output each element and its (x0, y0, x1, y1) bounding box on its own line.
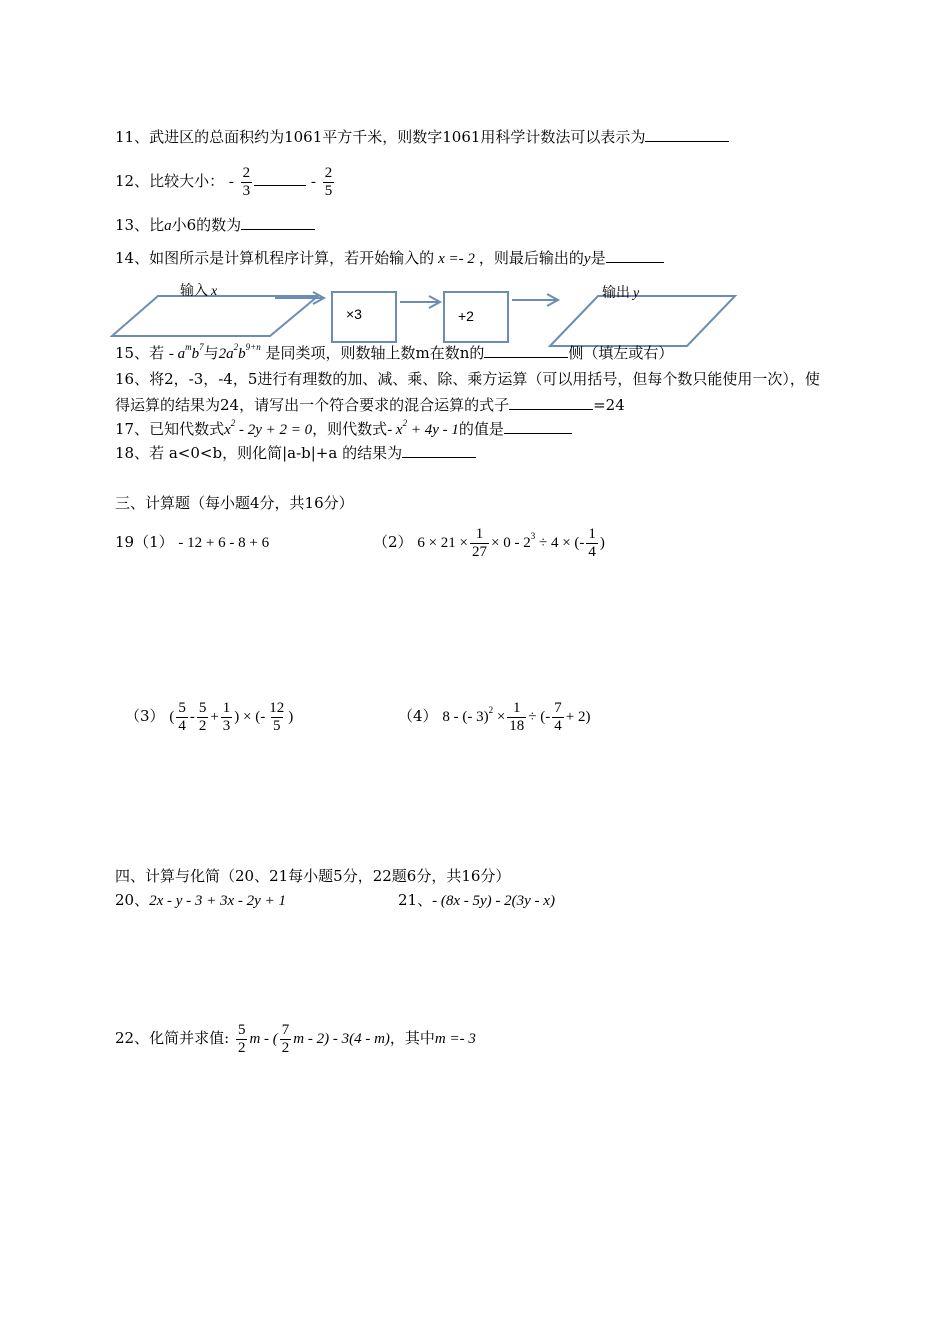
flowchart (110, 280, 750, 350)
output-label: 输出 y (602, 285, 640, 301)
question-19-part-3: （3） ( $\frac{5}{4}$ - $\frac{5}{2}$ + $\frac{1}{3}$ ) × (- $\frac{12}{5}$ ) (125, 699, 294, 734)
question-22: 22、化简并求值: $\frac{5}{2}$ m - ( $\frac{7}{2}$ m - 2) - 3(4 - m)，其中m =- 3 (115, 1021, 476, 1056)
input-label: 输入 x (180, 283, 218, 299)
fraction: $\frac{2}{5}$ (324, 164, 333, 199)
answer-blank[interactable] (504, 419, 572, 434)
step-1-label: ×3 (346, 306, 362, 322)
answer-blank[interactable] (402, 443, 476, 458)
question-21: 21、- (8x - 5y) - 2(3y - x) (398, 891, 555, 909)
answer-blank[interactable] (645, 127, 729, 142)
question-12 (115, 160, 336, 203)
question-12-text: 12、比较大小： (115, 172, 225, 190)
fraction: $\frac{2}{3}$ (242, 164, 251, 199)
answer-blank[interactable] (606, 248, 664, 263)
input-parallelogram (112, 296, 318, 336)
variable: y (583, 251, 591, 267)
condition-expression: m =- 3 (434, 1031, 476, 1047)
step-2-label: +2 (458, 308, 474, 324)
math-expression: $x^2 - 2y + 2 = 0$ (224, 418, 313, 438)
math-expression: x =- 2 (438, 251, 475, 267)
minus-sign: - (228, 174, 234, 190)
answer-blank[interactable] (484, 343, 568, 358)
variable: a (164, 218, 172, 234)
output-parallelogram (550, 296, 735, 346)
question-14: 14、如图所示是计算机程序计算，若开始输入的 x =- 2 ，则最后输出的y是 (115, 248, 664, 269)
math-term: $2a^2b^{9+n}$ (218, 342, 261, 362)
multiply-box (332, 292, 396, 342)
minus-sign: - (310, 174, 316, 190)
answer-blank[interactable] (509, 395, 593, 410)
math-expression: - (8x - 5y) - 2(3y - x) (432, 893, 555, 909)
section-3-title: 三、计算题（每小题4分，共16分） (115, 494, 354, 512)
question-19-part-2: （2） 6 × 21 × $\frac{1}{27}$ × $0 - 2^3 \div 4$ × (- $\frac{1}{4}$ ) (373, 525, 605, 560)
question-11 (115, 127, 729, 147)
question-11-text: 11、武进区的总面积约为1061平方千米，则数字1061用科学计数法可以表示为 (115, 128, 646, 146)
question-16-line-2: 得运算的结果为24，请写出一个符合要求的混合运算的式子 =24 (115, 396, 625, 414)
add-box (444, 292, 508, 342)
question-20: 20、2x - y - 3 + 3x - 2y + 1 (115, 891, 286, 909)
answer-blank[interactable] (254, 171, 306, 186)
math-term: - $a^mb^7$ (168, 342, 204, 362)
question-15: 15、若 - $a^mb^7$与$2a^2b^{9+n}$ 是同类项，则数轴上数m在数n的 侧（填左或右） (115, 342, 674, 362)
section-4-title: 四、计算与化简（20、21每小题5分，22题6分，共16分） (115, 867, 511, 885)
question-19-row-1: 19（1） - 12 + 6 - 8 + 6 (115, 533, 270, 551)
question-16-line-1: 16、将2，-3，-4，5进行有理数的加、减、乘、除、乘方运算（可以用括号，但每个数只能使用一次），使 (115, 370, 820, 388)
question-19-part-4: （4） 8 - (- 3)$^2$ × $\frac{1}{18}$ ÷ (- $\frac{7}{4}$ + 2) (398, 699, 591, 734)
question-13: 13、比a小6的数为 (115, 215, 315, 236)
question-17: 17、已知代数式$x^2 - 2y + 2 = 0$，则代数式- $x^2 + 4y - 1$的值是 (115, 419, 572, 440)
math-expression: - 12 + 6 - 8 + 6 (178, 535, 270, 551)
math-expression: 2x - y - 3 + 3x - 2y + 1 (149, 893, 286, 909)
math-expression: - $x^2 + 4y - 1$ (387, 418, 459, 438)
answer-blank[interactable] (241, 215, 315, 230)
question-18: 18、若 a<0<b，则化简|a-b|+a 的结果为 (115, 443, 476, 463)
